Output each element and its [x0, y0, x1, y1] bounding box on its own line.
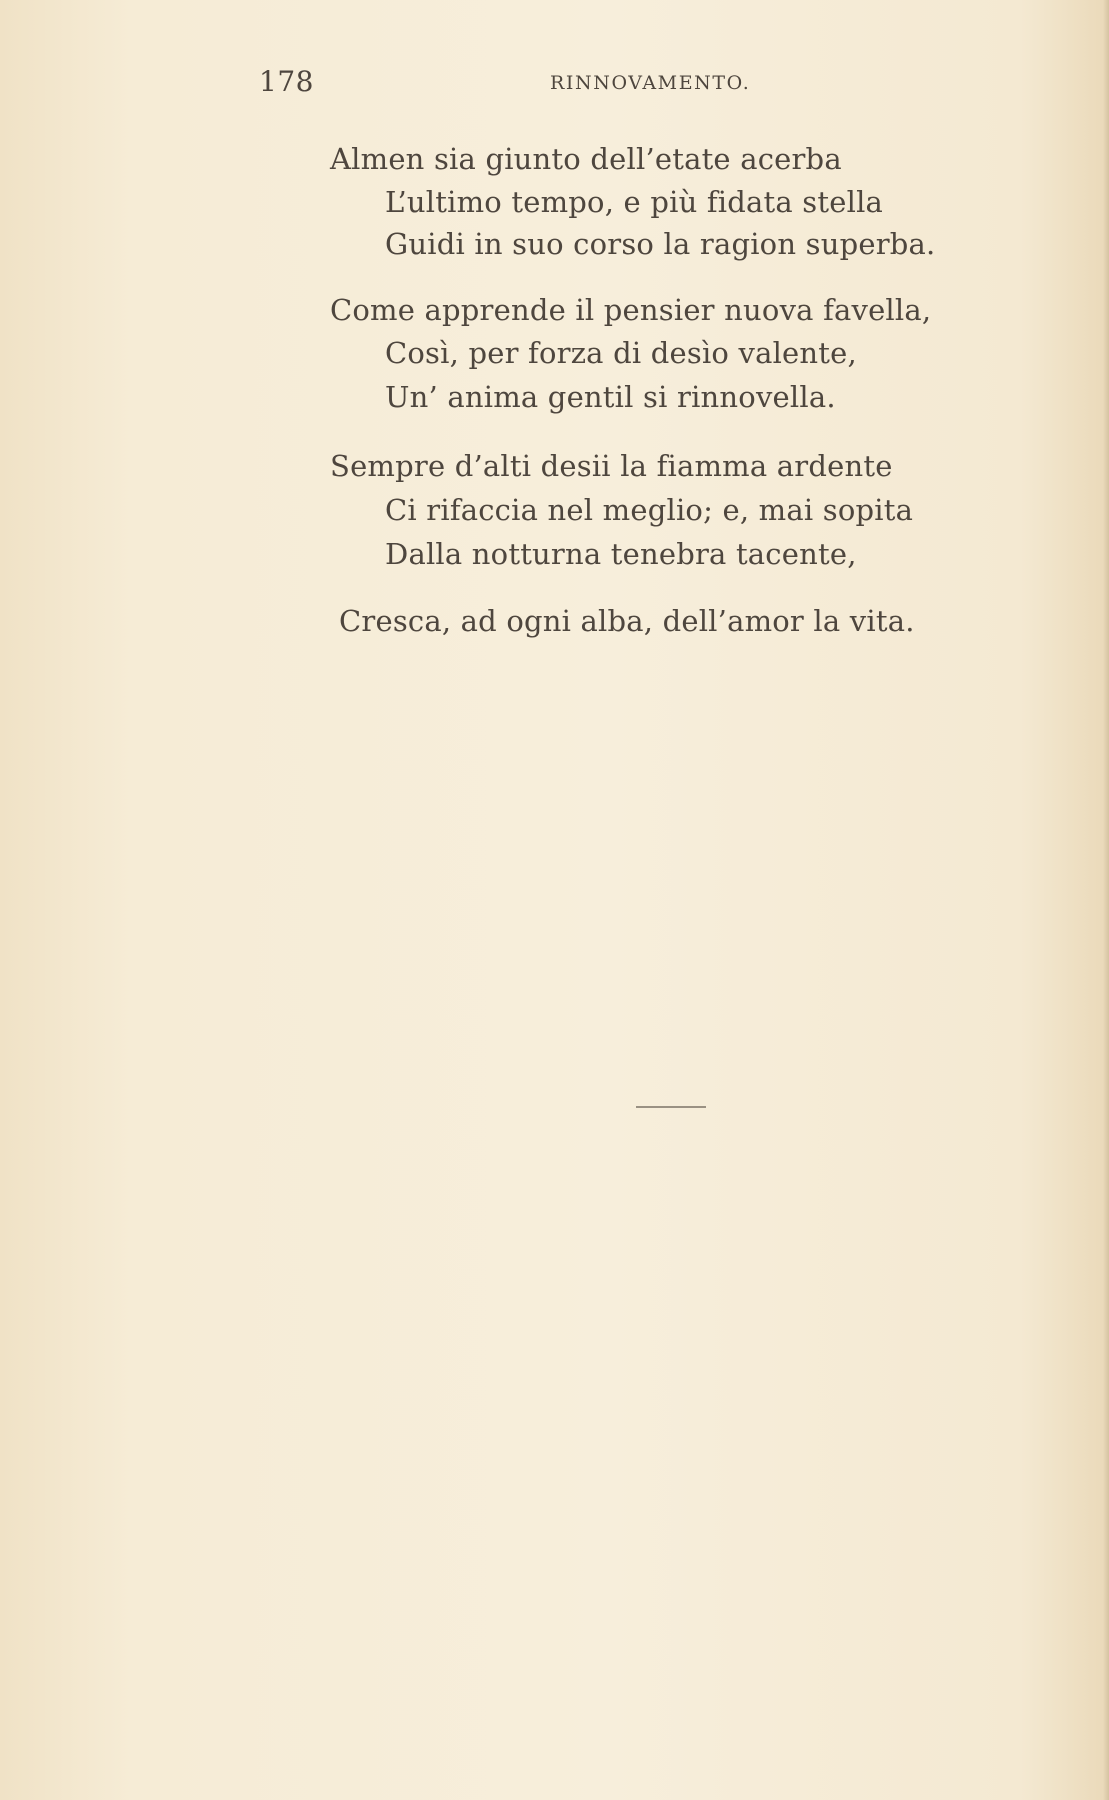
- poem-line-closing: Cresca, ad ogni alba, dell’amor la vita.: [339, 604, 915, 638]
- poem-line: Come apprende il pensier nuova favella,: [330, 293, 932, 327]
- end-rule: [636, 1106, 706, 1108]
- running-title: RINNOVAMENTO.: [550, 72, 751, 94]
- page-number: 178: [259, 65, 314, 98]
- poem-line: Sempre d’alti desii la fiamma ardente: [330, 449, 893, 483]
- poem-line: Ci rifaccia nel meglio; e, mai sopita: [385, 493, 914, 527]
- poem-line: Almen sia giunto dell’etate acerba: [330, 142, 842, 176]
- poem-line: Dalla notturna tenebra tacente,: [385, 537, 857, 571]
- poem-line: L’ultimo tempo, e più fidata stella: [385, 185, 884, 219]
- poem-line: Un’ anima gentil si rinnovella.: [385, 380, 836, 414]
- poem-line: Guidi in suo corso la ragion superba.: [385, 227, 936, 261]
- poem-line: Così, per forza di desìo valente,: [385, 336, 857, 370]
